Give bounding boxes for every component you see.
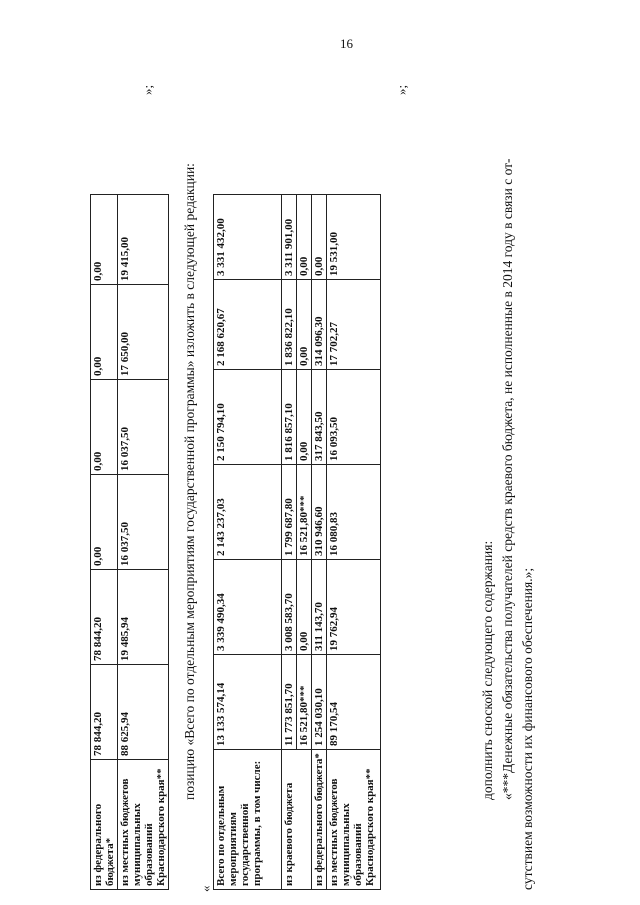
cell-value: 0,00 <box>297 195 312 280</box>
cell-value: 0,00 <box>91 195 118 285</box>
cell-value: 89 170,54 <box>327 655 381 750</box>
cell-value: 0,00 <box>312 195 327 280</box>
cell-value: 88 625,94 <box>118 665 169 760</box>
cell-value: 78 844,20 <box>91 665 118 760</box>
cell-value: 311 143,70 <box>312 560 327 655</box>
cell-value: 317 843,50 <box>312 370 327 465</box>
table-row <box>118 195 169 890</box>
cell-value: 310 946,60 <box>312 465 327 560</box>
cell-value: 16 080,83 <box>327 465 381 560</box>
table-continuation <box>90 194 169 890</box>
table-row-total <box>214 195 282 890</box>
cell-value: 17 650,00 <box>118 285 169 380</box>
instruction-line-1: позицию «Всего по отдельным мероприятиям государственной программы» изложить в следующей редакции: <box>182 163 197 800</box>
cell-value: 1 254 030,10 <box>312 655 327 750</box>
cell-value: 3 339 490,34 <box>214 560 282 655</box>
table-new-edition <box>213 194 381 890</box>
cell-value: 16 037,50 <box>118 380 169 475</box>
footnote-line-1: «***Денежные обязательства получателей средств краевого бюджета, не исполненные в 2014 году в связи с от- <box>500 158 515 800</box>
instruction-line-2: дополнить сноской следующего содержания: <box>480 540 495 800</box>
cell-value: 0,00 <box>297 370 312 465</box>
cell-value: 16 521,80*** <box>297 655 312 750</box>
row-label: из краевого бюджета <box>282 750 312 890</box>
cell-value: 0,00 <box>91 475 118 570</box>
cell-value: 3 311 901,00 <box>282 195 297 280</box>
cell-value: 3 008 583,70 <box>282 560 297 655</box>
cell-value: 13 133 574,14 <box>214 655 282 750</box>
page-number: 16 <box>340 36 353 51</box>
footnote-line-2: сутствием возможности их финансового обеспечения.»; <box>520 567 535 890</box>
cell-value: 2 143 237,03 <box>214 465 282 560</box>
cell-value: 17 702,27 <box>327 280 381 370</box>
cell-value: 2 150 794,10 <box>214 370 282 465</box>
table-row-federal <box>312 195 327 890</box>
cell-value: 314 096,30 <box>312 280 327 370</box>
table-row-local <box>327 195 381 890</box>
cell-value: 19 415,00 <box>118 195 169 285</box>
cell-value: 1 799 687,80 <box>282 465 297 560</box>
cell-value: 0,00 <box>91 380 118 475</box>
cell-value: 16 093,50 <box>327 370 381 465</box>
cell-value: 3 331 432,00 <box>214 195 282 280</box>
row-label: из местных бюджетов муниципальных образований Краснодарского края** <box>118 760 169 890</box>
cell-value: 16 037,50 <box>118 475 169 570</box>
table-row-regional <box>282 195 297 890</box>
cell-value: 16 521,80*** <box>297 465 312 560</box>
row-label: Всего по отдельным мероприятиям государственной программы, в том числе: <box>214 750 282 890</box>
cell-value: 1 816 857,10 <box>282 370 297 465</box>
cell-value: 2 168 620,67 <box>214 280 282 370</box>
cell-value: 19 531,00 <box>327 195 381 280</box>
table-row <box>91 195 118 890</box>
row-label: из федерального бюджета* <box>312 750 327 890</box>
cell-value: 1 836 822,10 <box>282 280 297 370</box>
rotated-page-content <box>80 80 550 890</box>
cell-value: 11 773 851,70 <box>282 655 297 750</box>
cell-value: 0,00 <box>297 280 312 370</box>
cell-value: 0,00 <box>297 560 312 655</box>
row-label: из федерального бюджета* <box>91 760 118 890</box>
row-label: из местных бюджетов муниципальных образований Краснодарского края** <box>327 750 381 890</box>
cell-value: 0,00 <box>91 285 118 380</box>
table1-end-mark: »; <box>140 84 155 95</box>
cell-value: 78 844,20 <box>91 570 118 665</box>
cell-value: 19 485,94 <box>118 570 169 665</box>
cell-value: 19 762,94 <box>327 560 381 655</box>
open-quote: « <box>198 885 213 892</box>
table2-end-mark: »; <box>394 84 409 95</box>
